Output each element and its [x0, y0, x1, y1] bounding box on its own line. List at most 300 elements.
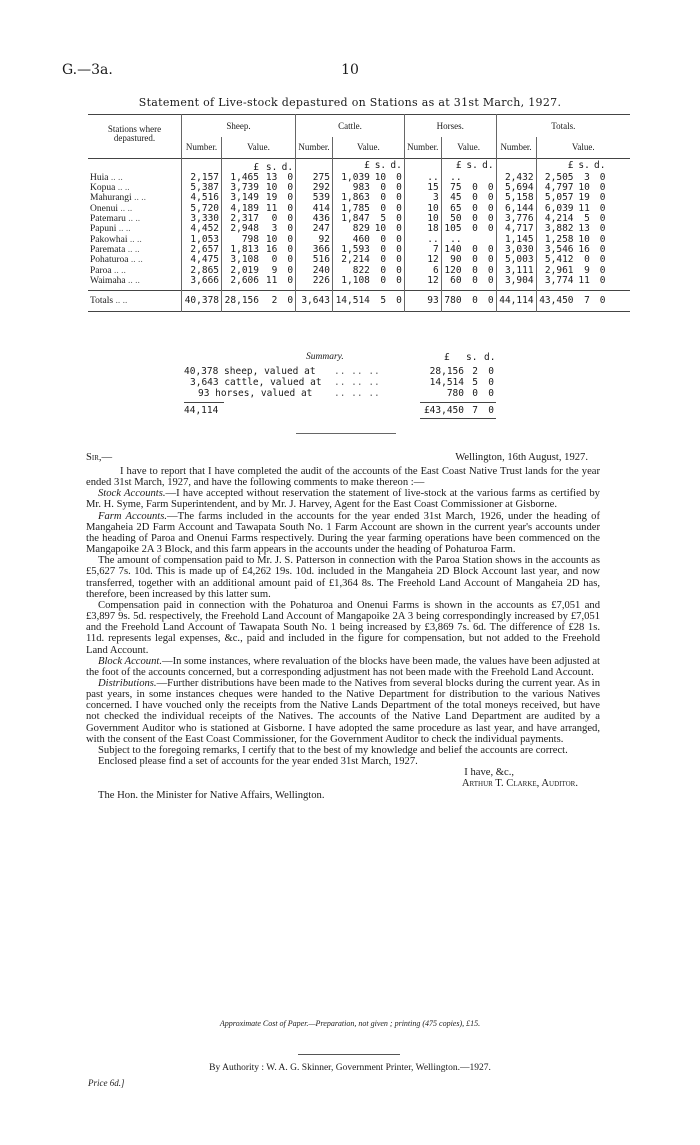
cell-ss: 11: [265, 274, 278, 286]
shilling-unit: s.: [578, 159, 590, 171]
cell-hs: 0: [472, 243, 478, 255]
cell-sl: 2,606: [222, 276, 261, 286]
cell-cn: 240: [296, 266, 333, 276]
cell-sd: 0: [287, 171, 294, 183]
cell-cl: 1,863: [332, 193, 371, 203]
sheep-value-header: Value.: [222, 137, 296, 158]
pound-unit: £: [441, 158, 463, 173]
station-name-text: Pohaturoa: [90, 255, 129, 266]
leader-dots: .. ..: [108, 172, 123, 183]
cell-td: 0: [599, 213, 606, 225]
cell-sl: 3,149: [222, 193, 261, 203]
cell-sl: 2,019: [222, 266, 261, 276]
cell-tl: 4,797: [536, 183, 575, 193]
cell-sn: 3,666: [182, 276, 222, 286]
cell-cn: 366: [296, 245, 333, 255]
cell-cl: 983: [332, 183, 371, 193]
cell-sl: 1,813: [222, 245, 261, 255]
cell-cl: 2,214: [332, 255, 371, 265]
cell-cs: 0: [380, 202, 387, 214]
leader-dots: .. .. ..: [334, 377, 380, 388]
cell-ss: 2: [271, 295, 278, 307]
cell-sd: 0: [287, 223, 294, 235]
leader-dots: .. ..: [115, 183, 130, 194]
cell-ss: 13: [265, 171, 278, 183]
cell-ts: 10: [578, 233, 590, 245]
cell-ts: 10: [578, 182, 590, 194]
leader-dots: .. ..: [125, 244, 140, 255]
cell-hd: 0: [487, 243, 494, 255]
totals-label-text: Totals: [90, 296, 114, 307]
cell-td: 0: [599, 233, 606, 245]
cell-cs: 10: [374, 171, 387, 183]
cell-sl: 1,465: [222, 173, 261, 183]
cell-sd: 0: [287, 295, 294, 307]
price-label: Price 6d.]: [88, 1078, 125, 1088]
cell-cd: 0: [396, 182, 402, 194]
summary-pence-unit: d.: [484, 352, 496, 363]
cell-sn: 3,330: [182, 214, 222, 224]
enclosure-paragraph: Enclosed please find a set of accounts for the year ended 31st March, 1927.: [98, 756, 418, 768]
addressee: The Hon. the Minister for Native Affairs, Wellington.: [98, 789, 325, 801]
cell-hl: ..: [441, 235, 463, 245]
station-name: [88, 255, 182, 265]
cell-ss: 10: [265, 182, 278, 194]
cell-hs: 0: [472, 223, 478, 235]
cell-hd: 0: [487, 182, 494, 194]
cell-hn: 12: [404, 276, 441, 286]
leader-dots: .. ..: [127, 234, 142, 245]
cell-hd: 0: [487, 213, 494, 225]
cell-cn: 247: [296, 224, 333, 234]
cell-cn: 539: [296, 193, 333, 203]
cell-td: 0: [599, 274, 606, 286]
cell-cl: 1,039: [332, 173, 371, 183]
horses-value-header: Value.: [441, 137, 496, 158]
summary-pounds: 14,514: [429, 377, 464, 388]
summary-shillings: 5: [472, 377, 478, 388]
cell-hl: 780: [441, 291, 463, 312]
cell-hn: 3: [404, 193, 441, 203]
station-name-text: Waimaha: [90, 275, 126, 286]
cell-cs: 0: [380, 233, 387, 245]
cell-ts: 16: [578, 243, 590, 255]
cell-hl: 65: [441, 204, 463, 214]
cell-hd: 0: [487, 202, 494, 214]
cell-ts: 5: [584, 213, 590, 225]
cell-ts: 13: [578, 223, 590, 235]
stock-accounts-text: —I have accepted without reservation the statement of live-stock at the various farms as certified by Mr. H. Syme, Farm Superintendent, and by Mr. J. Harvey, Agent for the East Coast Commissioner at Gisborne.: [86, 488, 600, 511]
stock-accounts-paragraph: [86, 488, 600, 510]
cell-sn: 4,475: [182, 255, 222, 265]
currency-units-row: [88, 158, 630, 173]
station-name: [88, 193, 182, 203]
leader-dots: .. ..: [128, 255, 143, 266]
cell-cs: 10: [374, 223, 387, 235]
leader-dots: .. .. ..: [334, 366, 380, 377]
page-header: [62, 62, 638, 82]
cell-cd: 0: [396, 213, 402, 225]
summary-pence: 0: [488, 366, 494, 377]
station-name-text: Huia: [90, 172, 109, 183]
summary-shilling-unit: s.: [466, 352, 478, 363]
pence-unit: d.: [390, 159, 402, 171]
summary-block: [184, 352, 514, 420]
pound-unit: £: [332, 158, 371, 173]
cell-cn: 275: [296, 173, 333, 183]
cell-sl: 798: [222, 235, 261, 245]
cell-hs: 0: [472, 274, 478, 286]
cell-hs: 0: [472, 264, 478, 276]
cell-hl: 75: [441, 183, 463, 193]
compensation-paroa-paragraph: The amount of compensation paid to Mr. J. S. Patterson in connection with the Paroa Station shows in the accounts as £5,627 7s. 10d. This is made up of £4,262 19s. 10d. included in the Mangaheia 2D Block Account last year, and now transferred, together with an additional amount paid of £1,364 8s. The Freehold Land Account of Mangaheia 2D has, therefore, been increased by this latter sum.: [86, 555, 600, 600]
cell-cn: 414: [296, 204, 333, 214]
cell-tn: 5,694: [496, 183, 536, 193]
horses-number-header: Number.: [404, 137, 441, 158]
distributions-paragraph: [86, 678, 600, 745]
cell-cd: 0: [396, 295, 402, 307]
station-column-header: Stations where depastured.: [107, 124, 162, 143]
cell-tl: 4,214: [536, 214, 575, 224]
summary-pounds: 780: [446, 388, 464, 399]
cell-hs: 0: [472, 254, 478, 266]
cell-cl: 822: [332, 266, 371, 276]
summary-row: [184, 388, 514, 399]
station-name-text: Paroa: [90, 265, 112, 276]
cell-td: 0: [599, 182, 606, 194]
cell-td: 0: [599, 295, 606, 307]
cell-sl: 2,948: [222, 224, 261, 234]
summary-pounds: 28,156: [429, 366, 464, 377]
cell-sd: 0: [287, 264, 294, 276]
cell-cn: 92: [296, 235, 333, 245]
cell-ss: 3: [271, 223, 278, 235]
cell-hn: 15: [404, 183, 441, 193]
leader-dots: .. ..: [117, 203, 133, 214]
block-account-paragraph: [86, 656, 600, 678]
salutation: Sir,—: [86, 452, 113, 463]
totals-number-header: Number.: [496, 137, 536, 158]
cell-hl: 105: [441, 224, 463, 234]
cell-ts: 11: [578, 274, 590, 286]
summary-total-count: 44,114: [184, 405, 219, 416]
totals-value-header: Value.: [536, 137, 630, 158]
summary-total-row: [184, 405, 514, 416]
cell-ss: 19: [265, 192, 278, 204]
horses-group-header: Horses.: [404, 115, 496, 138]
cell-cd: 0: [396, 223, 402, 235]
cell-hn: 18: [404, 224, 441, 234]
leader-dots: .. ..: [125, 275, 140, 286]
cell-sn: 2,865: [182, 266, 222, 276]
livestock-table-body: [88, 158, 630, 312]
station-name: [88, 266, 182, 276]
cell-hd: 0: [487, 223, 494, 235]
cell-cd: 0: [396, 171, 402, 183]
cell-td: 0: [599, 223, 606, 235]
station-name: [88, 245, 182, 255]
cell-hd: 0: [487, 295, 494, 307]
cell-cs: 0: [380, 264, 387, 276]
cell-tn: 3,030: [496, 245, 536, 255]
distributions-heading: Distributions.: [98, 677, 157, 689]
stock-accounts-heading: Stock Accounts.: [98, 488, 166, 500]
cell-td: 0: [599, 171, 606, 183]
summary-pence: 0: [488, 377, 494, 388]
cell-ss: 16: [265, 243, 278, 255]
cell-cn: 226: [296, 276, 333, 286]
leader-dots: .. ..: [125, 214, 141, 225]
cell-cs: 0: [380, 182, 387, 194]
cell-hd: 0: [487, 264, 494, 276]
footer-divider: [298, 1054, 400, 1055]
cell-cl: 1,593: [332, 245, 371, 255]
cell-ts: 19: [578, 192, 590, 204]
cell-ts: 3: [584, 171, 590, 183]
pence-unit: d.: [594, 159, 606, 171]
certification-paragraph: Subject to the foregoing remarks, I certify that to the best of my knowledge and belief the accounts are correct.: [98, 744, 568, 756]
cell-hs: 0: [472, 213, 478, 225]
block-account-text: —In some instances, where revaluation of the blocks have been made, the values have been adjusted at the foot of the accounts concerned, but a corresponding adjustment has not been made with the Freehold Land Account.: [86, 655, 600, 678]
cell-hn: 10: [404, 204, 441, 214]
station-name: [88, 204, 182, 214]
station-name: [88, 173, 182, 183]
cell-sl: 2,317: [222, 214, 261, 224]
station-name: [88, 276, 182, 286]
cell-sd: 0: [287, 233, 294, 245]
summary-pound-unit: £: [444, 352, 450, 363]
cell-hd: 0: [487, 254, 494, 266]
farm-accounts-text: —The farms included in the accounts for the year ended 31st March, 1926, under the heading of Mangaheia 2D Farm Account and Tawapata South No. 1 Farm Account are shown in the current year's accounts under the heading of Paroa and Onenui Farms respectively. During the year farming operations have been commenced on the Mangapoike 2A 3 Block, and this farm appears in the accounts under the heading of Pohaturoa Farm.: [86, 510, 600, 556]
block-account-heading: Block Account.: [98, 655, 162, 667]
totals-group-header: Totals.: [496, 115, 630, 138]
cell-tl: 5,412: [536, 255, 575, 265]
summary-total-pence: 0: [488, 405, 494, 416]
summary-title: Summary.: [306, 352, 344, 362]
cell-tl: 3,774: [536, 276, 575, 286]
cell-hs: 0: [472, 182, 478, 194]
distributions-text: —Further distributions have been made to the Natives from several blocks during the current year. As in past years, in some instances cheques were handed to the Native Department for distribution to the various Natives concerned. I have vouched only the receipts from the Native Lands Department of the total moneys received, but have not checked the individual receipts of the Natives. The accounts of the Native Land Department are audited by a Government Auditor who is stationed at Gisborne. I have adopted the same procedure as last year, and have arranged, with the consent of the East Coast Commissioner, for the Government Auditor to check the individual payments.: [86, 677, 600, 745]
cell-hs: 0: [472, 202, 478, 214]
cell-tl: 3,882: [536, 224, 575, 234]
station-name: [88, 214, 182, 224]
cell-tn: 1,145: [496, 235, 536, 245]
cell-sl: 3,739: [222, 183, 261, 193]
statement-title: Statement of Live-stock depastured on Stations as at 31st March, 1927.: [138, 96, 562, 109]
cell-hn: ..: [404, 173, 441, 183]
leader-dots: .. .. ..: [334, 388, 380, 399]
compensation-farms-paragraph: Compensation paid in connection with the Pohaturoa and Onenui Farms is shown in the accounts as £7,051 and £3,897 9s. 5d. respectively, the Freehold Land Account of Mangapoike 2A 3 being correspondingly increased by £7,051 and the Freehold Land Account of Tawapata South No. 1 being increased by £3,869 7s. 6d. The difference of £28 1s. 11d. represents legal expenses, &c., paid and included in the figure for compensation, but not added to the Freehold Land Account.: [86, 599, 600, 656]
leader-dots: .. ..: [111, 265, 126, 276]
cell-tn: 3,904: [496, 276, 536, 286]
cell-sn: 2,657: [182, 245, 222, 255]
cell-ss: 10: [265, 233, 278, 245]
cell-tn: 3,111: [496, 266, 536, 276]
cell-tn: 6,144: [496, 204, 536, 214]
pence-unit: d.: [482, 159, 494, 171]
cell-cl: 1,108: [332, 276, 371, 286]
cost-of-paper-note: [0, 1019, 700, 1028]
station-name-text: Patemaru: [90, 214, 126, 225]
summary-shillings: 0: [472, 388, 478, 399]
cell-ts: 0: [584, 254, 590, 266]
cell-sd: 0: [287, 192, 294, 204]
cell-sd: 0: [287, 182, 294, 194]
cell-cn: 292: [296, 183, 333, 193]
cell-sn: 40,378: [182, 291, 222, 312]
cell-cn: 516: [296, 255, 333, 265]
cell-sl: 28,156: [222, 291, 261, 312]
summary-total-value: £43,450: [423, 405, 464, 416]
cell-sd: 0: [287, 254, 294, 266]
cell-td: 0: [599, 202, 606, 214]
cell-cd: 0: [396, 202, 402, 214]
cell-tn: 4,717: [496, 224, 536, 234]
cell-hs: 0: [472, 192, 478, 204]
cell-hn: 12: [404, 255, 441, 265]
cell-td: 0: [599, 254, 606, 266]
cell-hn: 7: [404, 245, 441, 255]
cell-td: 0: [599, 264, 606, 276]
cell-tl: 1,258: [536, 235, 575, 245]
pound-unit: £: [222, 158, 261, 173]
summary-row: [184, 377, 514, 388]
cell-hn: 6: [404, 266, 441, 276]
cell-cd: 0: [396, 264, 402, 276]
table-row: [88, 276, 630, 286]
cell-cs: 5: [380, 213, 387, 225]
cell-ss: 0: [271, 213, 278, 225]
cell-sn: 2,157: [182, 173, 222, 183]
cell-ts: 7: [584, 295, 590, 307]
section-divider: [296, 433, 396, 434]
cell-cd: 0: [396, 192, 402, 204]
station-name: [88, 183, 182, 193]
intro-paragraph: I have to report that I have completed the audit of the accounts of the East Coast Native Trust lands for the year ended 31st March, 1927, and have the following comments to make thereon :—: [86, 466, 600, 489]
cell-tl: 2,961: [536, 266, 575, 276]
cell-tn: 5,003: [496, 255, 536, 265]
sheep-group-header: Sheep.: [182, 115, 296, 138]
shilling-unit: s.: [374, 159, 387, 171]
cattle-group-header: Cattle.: [296, 115, 405, 138]
station-name-text: Kopua: [90, 183, 116, 194]
cell-cl: 460: [332, 235, 371, 245]
cell-sn: 1,053: [182, 235, 222, 245]
cell-tl: 6,039: [536, 204, 575, 214]
station-name: [88, 235, 182, 245]
cell-hd: 0: [487, 274, 494, 286]
summary-pence: 0: [488, 388, 494, 399]
cell-cn: 436: [296, 214, 333, 224]
pound-unit: £: [536, 158, 575, 173]
cell-tn: 5,158: [496, 193, 536, 203]
leader-dots: .. ..: [116, 224, 131, 235]
cell-cl: 14,514: [332, 291, 371, 312]
document-reference: G.—3a.: [62, 62, 113, 78]
cell-hl: 45: [441, 193, 463, 203]
cell-sl: 4,189: [222, 204, 261, 214]
shilling-unit: s.: [466, 159, 478, 171]
signature-name: Arthur T. Clarke, Auditor.: [461, 778, 578, 790]
cell-sn: 5,720: [182, 204, 222, 214]
cell-cs: 0: [380, 192, 387, 204]
cell-sl: 3,108: [222, 255, 261, 265]
summary-shillings: 2: [472, 366, 478, 377]
closing-line: I have, &c.,: [464, 767, 514, 779]
cell-sn: 5,387: [182, 183, 222, 193]
leader-dots: .. ..: [131, 193, 146, 204]
station-name-text: Mahurangi: [90, 193, 132, 204]
station-name: [88, 224, 182, 234]
cell-cd: 0: [396, 274, 402, 286]
cell-hd: 0: [487, 192, 494, 204]
farm-accounts-heading: Farm Accounts.: [98, 510, 168, 522]
cell-sd: 0: [287, 202, 294, 214]
cell-ss: 11: [265, 202, 278, 214]
cell-tl: 2,505: [536, 173, 575, 183]
station-name-text: Pakowhai: [90, 234, 128, 245]
cell-cd: 0: [396, 254, 402, 266]
cattle-number-header: Number.: [296, 137, 333, 158]
cell-tn: 3,776: [496, 214, 536, 224]
cell-sd: 0: [287, 213, 294, 225]
summary-label: 40,378 sheep, valued at: [184, 366, 316, 377]
cost-text: Approximate Cost of Paper.—Preparation, not given ; printing (475 copies), £15.: [219, 1019, 481, 1028]
cattle-value-header: Value.: [332, 137, 404, 158]
cell-hn: 10: [404, 214, 441, 224]
cell-ss: 9: [271, 264, 278, 276]
cell-cl: 1,847: [332, 214, 371, 224]
cell-tl: 5,057: [536, 193, 575, 203]
cell-td: 0: [599, 243, 606, 255]
summary-row: [184, 366, 514, 377]
letter-date: Wellington, 16th August, 1927.: [455, 452, 588, 463]
station-name-text: Papuni: [90, 224, 117, 235]
livestock-table: [88, 114, 630, 312]
cell-sn: 4,516: [182, 193, 222, 203]
cell-tl: 43,450: [536, 291, 575, 312]
totals-label: [88, 291, 182, 312]
cell-hn: ..: [404, 235, 441, 245]
station-name-text: Onenui: [90, 203, 118, 214]
cell-cl: 829: [332, 224, 371, 234]
sheep-number-header: Number.: [182, 137, 222, 158]
cell-hl: 90: [441, 255, 463, 265]
summary-total-shillings: 7: [472, 405, 478, 416]
cell-tn: 2,432: [496, 173, 536, 183]
cell-cl: 1,785: [332, 204, 371, 214]
cell-cs: 5: [380, 295, 387, 307]
cell-cd: 0: [396, 233, 402, 245]
cell-ss: 0: [271, 254, 278, 266]
cell-hl: 60: [441, 276, 463, 286]
cell-ts: 11: [578, 202, 590, 214]
summary-label: 3,643 cattle, valued at: [190, 377, 322, 388]
cell-cs: 0: [380, 243, 387, 255]
cell-hl: 50: [441, 214, 463, 224]
shilling-unit: s.: [265, 161, 278, 173]
summary-label: 93 horses, valued at: [198, 388, 313, 399]
cell-cs: 0: [380, 274, 387, 286]
totals-row: [88, 291, 630, 312]
station-name-text: Paremata: [90, 244, 126, 255]
cell-cn: 3,643: [296, 291, 333, 312]
cell-hl: ..: [441, 173, 463, 183]
cell-hn: 93: [404, 291, 441, 312]
cell-ts: 9: [584, 264, 590, 276]
cell-sn: 4,452: [182, 224, 222, 234]
audit-letter: [86, 452, 600, 801]
